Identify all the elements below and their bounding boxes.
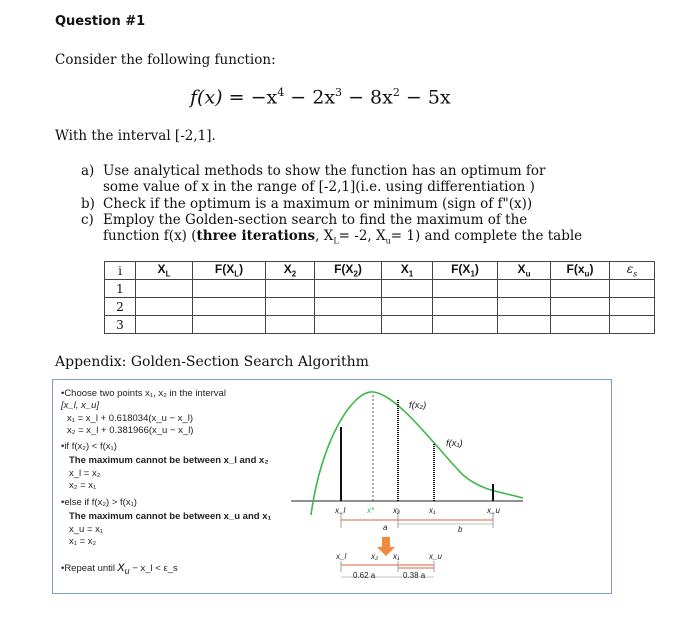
- qc-bold: three iterations: [196, 228, 316, 244]
- label-xl: x_l: [335, 506, 346, 515]
- label-ratio-a: 0.62 a: [353, 571, 376, 580]
- down-arrow-shaft: [382, 537, 390, 547]
- cell[interactable]: [193, 316, 266, 334]
- alg-if-note: The maximum cannot be between x_l and x₂: [69, 455, 269, 466]
- qc-mid: = -2, X: [338, 228, 386, 244]
- eq-rhs-2: − 2x: [284, 86, 336, 109]
- algorithm-figure: [52, 379, 612, 594]
- alg-if: •if f(x₂) < f(x₁): [61, 441, 117, 452]
- question-a-label: a): [81, 163, 95, 179]
- question-b-line1: Check if the optimum is a maximum or minimum (sign of f"(x)): [103, 196, 533, 212]
- cell[interactable]: [610, 280, 655, 298]
- alg-else: •else if f(x₂) > f(x₁): [61, 497, 137, 508]
- eq-lhs: f(x): [190, 86, 223, 109]
- cell[interactable]: [382, 280, 433, 298]
- cell[interactable]: [315, 316, 382, 334]
- label-ratio-b: 0.38 a: [403, 571, 426, 580]
- col-es: $\varepsilon_s$: [610, 262, 655, 280]
- cell[interactable]: [382, 298, 433, 316]
- table-header-row: [105, 262, 655, 280]
- alg-else-a: x_u = x₁: [69, 524, 104, 535]
- qc-sub1: L: [333, 236, 339, 246]
- eq-exp-3: 3: [335, 86, 343, 99]
- label-x2-bottom: x₂: [371, 552, 379, 561]
- qc-end: = 1) and complete the table: [390, 228, 583, 244]
- cell[interactable]: [136, 298, 193, 316]
- col-fxl: $F(X_L)$: [193, 262, 266, 280]
- question-title: Question #1: [55, 14, 146, 29]
- question-c-line1: Employ the Golden-section search to find the maximum of the: [103, 212, 528, 228]
- cell[interactable]: [433, 280, 498, 298]
- cell[interactable]: [610, 316, 655, 334]
- row-index-3: 3: [105, 316, 136, 334]
- alg-else-note: The maximum cannot be between x_u and x₁: [69, 511, 272, 522]
- question-c: [81, 212, 641, 250]
- interval-text: With the interval [-2,1].: [55, 128, 216, 144]
- cell[interactable]: [551, 316, 610, 334]
- col-xl: $X_L$: [136, 262, 193, 280]
- label-xstar: x*: [367, 506, 375, 515]
- cell[interactable]: [266, 316, 315, 334]
- cell[interactable]: [498, 298, 551, 316]
- question-b-label: b): [81, 196, 95, 212]
- cell[interactable]: [193, 280, 266, 298]
- label-b: b: [458, 525, 463, 534]
- cell[interactable]: [136, 280, 193, 298]
- cell[interactable]: [193, 298, 266, 316]
- label-x1: x₁: [429, 506, 436, 515]
- col-xu: $X_u$: [498, 262, 551, 280]
- appendix-title: Appendix: Golden-Section Search Algorithm: [55, 354, 369, 370]
- alg-x2-formula: x₂ = x_l + 0.381966(x_u − x_l): [67, 425, 194, 436]
- question-a: [81, 163, 601, 195]
- cell[interactable]: [498, 280, 551, 298]
- cell[interactable]: [433, 316, 498, 334]
- question-c-line2: [103, 228, 641, 250]
- cell[interactable]: [498, 316, 551, 334]
- row-index-2: 2: [105, 298, 136, 316]
- cell[interactable]: [136, 316, 193, 334]
- alg-x1-formula: x₁ = x_l + 0.618034(x_u − x_l): [67, 413, 193, 424]
- function-equation: [190, 86, 451, 108]
- cell[interactable]: [315, 280, 382, 298]
- cell[interactable]: [551, 280, 610, 298]
- col-x2: $X_2$: [266, 262, 315, 280]
- alg-else-b: x₁ = x₂: [69, 536, 97, 547]
- golden-section-diagram: [53, 380, 611, 593]
- eq-rhs-6: − 5x: [399, 86, 451, 109]
- cell[interactable]: [315, 298, 382, 316]
- label-x2: x₂: [393, 506, 401, 515]
- col-fx2: $F(X_2)$: [315, 262, 382, 280]
- alg-if-b: x₂ = x₁: [69, 480, 97, 491]
- question-b: [81, 196, 601, 212]
- label-x1-bottom: x₁: [393, 552, 400, 561]
- table-row: [105, 298, 655, 316]
- golden-section-table: [104, 261, 655, 334]
- eq-exp-2: 2: [392, 86, 400, 99]
- table-row: [105, 280, 655, 298]
- label-a: a: [383, 523, 388, 532]
- eq-rhs-0: = −x: [228, 86, 278, 109]
- col-x1: $X_1$: [382, 262, 433, 280]
- eq-exp-4: 4: [277, 86, 285, 99]
- label-xu-bottom: x_u: [429, 552, 442, 561]
- alg-repeat: •Repeat until $x_u$ − x_l < ε_s: [61, 558, 178, 576]
- qc-post: , X: [315, 228, 334, 244]
- eq-rhs-4: − 8x: [342, 86, 393, 109]
- question-a-line2: some value of x in the range of [-2,1](i.e. using differentiation ): [103, 179, 535, 195]
- col-fx1: $F(X_1)$: [433, 262, 498, 280]
- alg-if-a: x_l = x₂: [69, 468, 101, 479]
- col-i: i: [105, 262, 136, 280]
- cell[interactable]: [266, 298, 315, 316]
- question-c-label: c): [81, 212, 94, 228]
- alg-choose: •Choose two points x₁, x₂ in the interval: [61, 388, 226, 399]
- cell[interactable]: [382, 316, 433, 334]
- cell[interactable]: [266, 280, 315, 298]
- qc-pre: function f(x) (: [103, 228, 197, 244]
- table-row: [105, 316, 655, 334]
- col-fxu: $F(x_u)$: [551, 262, 610, 280]
- cell[interactable]: [433, 298, 498, 316]
- row-index-1: 1: [105, 280, 136, 298]
- label-fx2: f(x₂): [409, 400, 427, 411]
- qc-sub2: u: [385, 236, 391, 246]
- cell[interactable]: [551, 298, 610, 316]
- cell[interactable]: [610, 298, 655, 316]
- label-xl-bottom: x_l: [336, 552, 347, 561]
- label-fx1: f(x₁): [446, 438, 463, 449]
- question-a-line1: Use analytical methods to show the function has an optimum for: [103, 163, 546, 179]
- intro-text: Consider the following function:: [55, 52, 276, 68]
- alg-interval: [x_l, x_u]: [61, 400, 100, 411]
- label-xu: x_u: [487, 506, 500, 515]
